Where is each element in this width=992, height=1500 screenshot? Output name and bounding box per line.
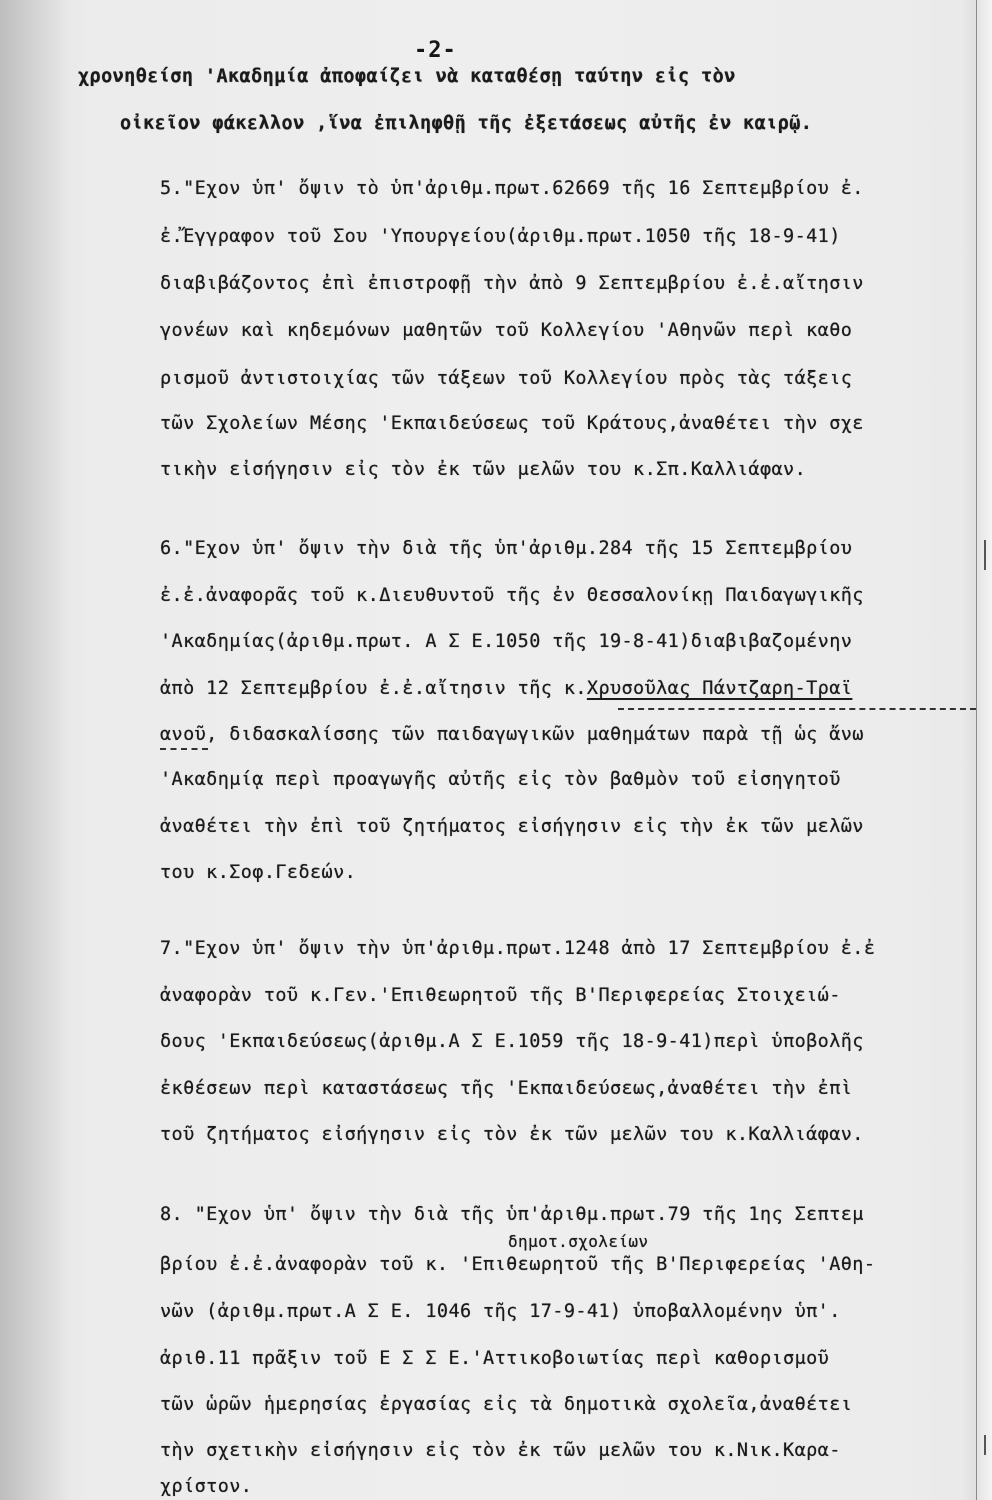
text-line: ἀναθέτει τὴν ἐπὶ τοῦ ζητήματος εἰσήγησιν εἰς τὴν ἐκ τῶν μελῶν <box>160 816 864 837</box>
text-line: 8. "Εχον ὑπ' ὄψιν τὴν διὰ τῆς ὑπ'ἀριθμ.πρωτ.79 τῆς 1ης Σεπτεμ <box>160 1204 864 1225</box>
text-line: διαβιβάζοντος ἐπὶ ἐπιστροφῇ τὴν ἀπὸ 9 Σεπτεμβρίου ἐ.ἐ.αἴτησιν <box>160 273 864 294</box>
text-line: 'Ακαδημίας(ἀριθμ.πρωτ. Α Σ Ε.1050 τῆς 19-8-41)διαβιβαζομένην <box>160 631 853 652</box>
text-line: ἀριθ.11 πρᾶξιν τοῦ Ε Σ Σ Ε.'Αττικοβοιωτίας περὶ καθορισμοῦ <box>160 1348 830 1369</box>
text-line: ρισμοῦ ἀντιστοιχίας τῶν τάξεων τοῦ Κολλεγίου πρὸς τὰς τάξεις <box>160 368 853 389</box>
dashed-underline <box>160 748 208 750</box>
text-line: ἐκθέσεων περὶ καταστάσεως τῆς 'Εκπαιδεύσεως,ἀναθέτει τὴν ἐπὶ <box>160 1078 853 1099</box>
text-line: 'Ακαδημίᾳ περὶ προαγωγῆς αὐτῆς εἰς τὸν βαθμὸν τοῦ εἰσηγητοῦ <box>160 769 841 790</box>
text-run: ἀπὸ 12 Σεπτεμβρίου ἐ.ἐ.αἴτησιν τῆς κ. <box>160 678 587 699</box>
text-line: 5."Εχον ὑπ' ὄψιν τὸ ὑπ'ἀριθμ.πρωτ.62669 τῆς 16 Σεπτεμβρίου ἐ. <box>160 178 864 199</box>
text-line <box>160 678 852 699</box>
text-line: δους 'Εκπαιδεύσεως(ἀριθμ.Α Σ Ε.1059 τῆς 18-9-41)περὶ ὑποβολῆς <box>160 1031 864 1052</box>
text-line: νῶν (ἀριθμ.πρωτ.Α Σ Ε. 1046 τῆς 17-9-41) ὑποβαλλομένην ὑπ'. <box>160 1301 841 1322</box>
text-line: ἐ.Ἔγγραφον τοῦ Σου 'Υπουργείου(ἀριθμ.πρωτ.1050 τῆς 18-9-41) <box>160 226 841 247</box>
text-line: χρίστον. <box>160 1476 253 1497</box>
margin-mark <box>984 1435 986 1455</box>
text-line: τικὴν εἰσήγησιν εἰς τὸν ἐκ τῶν μελῶν του κ.Σπ.Καλλιάφαν. <box>160 459 807 480</box>
text-line: τοῦ ζητήματος εἰσήγησιν εἰς τὸν ἐκ τῶν μελῶν του κ.Καλλιάφαν. <box>160 1124 864 1145</box>
text-line: 6."Εχον ὑπ' ὄψιν τὴν διὰ τῆς ὑπ'ἀριθμ.284 τῆς 15 Σεπτεμβρίου <box>160 538 853 559</box>
text-line: γονέων καὶ κηδεμόνων μαθητῶν τοῦ Κολλεγίου 'Αθηνῶν περὶ καθο <box>160 320 853 341</box>
page-number: -2- <box>414 38 457 63</box>
margin-mark <box>984 540 986 570</box>
text-line: ἀναφορὰν τοῦ κ.Γεν.'Επιθεωρητοῦ τῆς Β'Περιφερείας Στοιχειώ- <box>160 985 841 1006</box>
dashed-underline <box>618 708 976 710</box>
interlinear-insertion: δημοτ.σχολείων <box>508 1232 649 1251</box>
text-line: ἐ.ἐ.ἀναφορᾶς τοῦ κ.Διευθυντοῦ τῆς ἐν Θεσσαλονίκῃ Παιδαγωγικῆς <box>160 585 864 606</box>
text-line: τῶν ὡρῶν ἡμερησίας ἐργασίας εἰς τὰ δημοτικὰ σχολεῖα,ἀναθέτει <box>160 1394 853 1415</box>
underlined-name: Χρυσοῦλας Πάντζαρη-Τραϊ <box>586 678 853 699</box>
text-line: χρονηθείση 'Ακαδημία ἀποφαίζει νὰ καταθέσῃ ταύτην εἰς τὸν <box>78 66 736 87</box>
text-line: του κ.Σοφ.Γεδεών. <box>160 862 357 883</box>
text-line: οἰκεῖον φάκελλον ,ἵνα ἐπιληφθῇ τῆς ἐξετάσεως αὐτῆς ἐν καιρῷ. <box>120 113 813 134</box>
text-line: 7."Εχον ὑπ' ὄψιν τὴν ὑπ'ἀριθμ.πρωτ.1248 ἀπὸ 17 Σεπτεμβρίου ἐ.ἐ <box>160 938 876 959</box>
text-line: βρίου ἐ.ἐ.ἀναφορὰν τοῦ κ. 'Επιθεωρητοῦ τῆς Β'Περιφερείας 'Αθη- <box>160 1254 876 1275</box>
text-line: ανοῦ, διδασκαλίσσης τῶν παιδαγωγικῶν μαθημάτων παρὰ τῇ ὡς ἄνω <box>160 724 864 745</box>
text-line: τῶν Σχολείων Μέσης 'Εκπαιδεύσεως τοῦ Κράτους,ἀναθέτει τὴν σχε <box>160 413 864 434</box>
text-line: τὴν σχετικὴν εἰσήγησιν εἰς τὸν ἐκ τῶν μελῶν του κ.Νικ.Καρα- <box>160 1440 841 1461</box>
